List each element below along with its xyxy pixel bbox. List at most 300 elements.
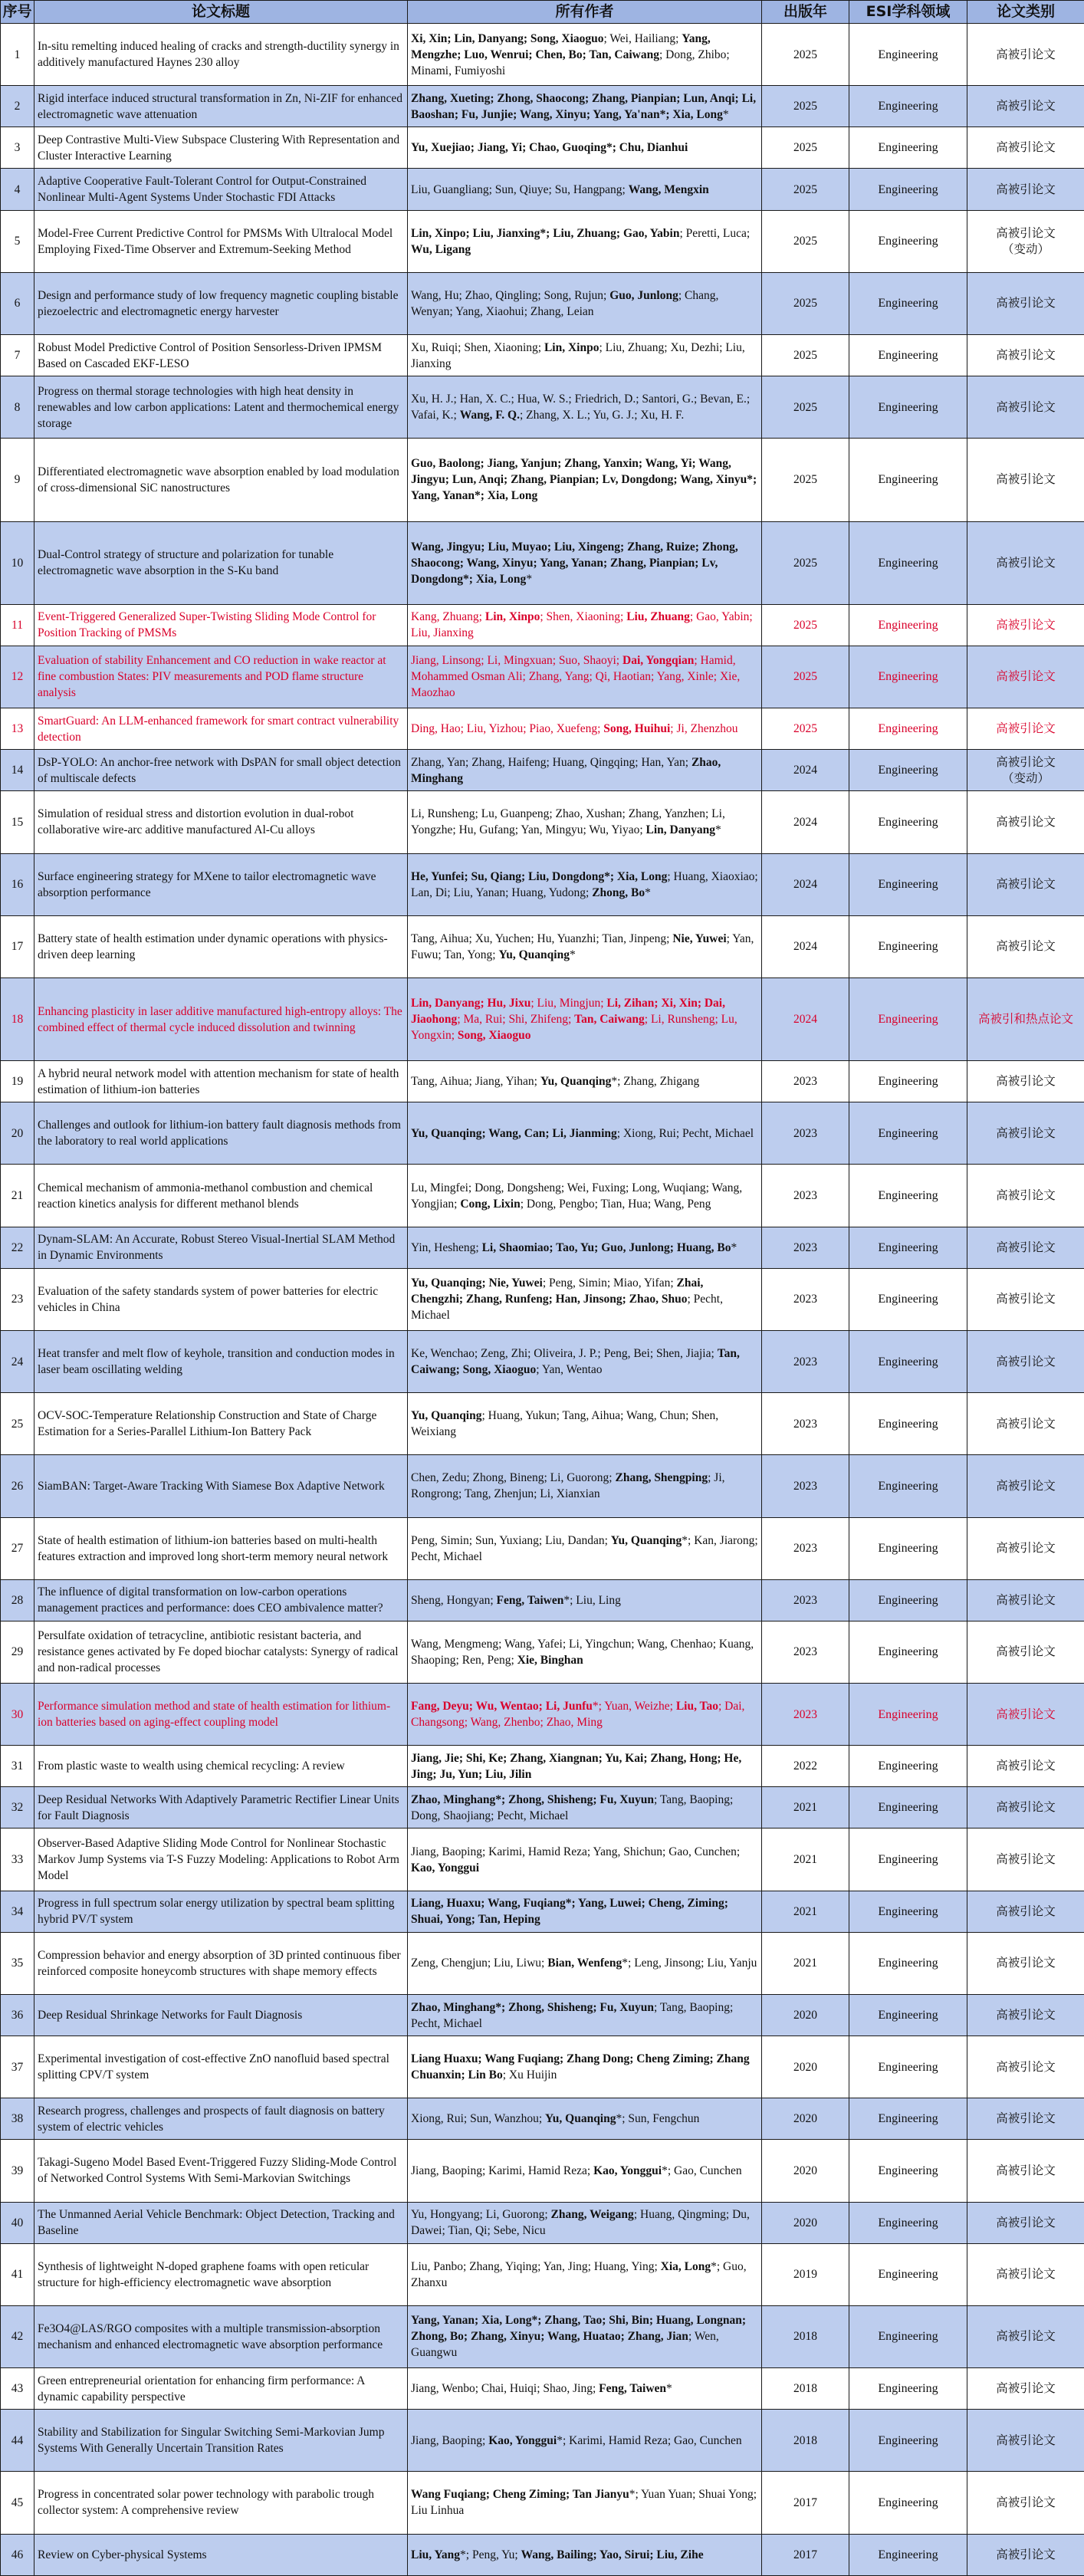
cell-title: Design and performance study of low frequency magnetic coupling bistable piezoelectric and electromagnetic energy harvester xyxy=(34,272,408,334)
cell-category: 高被引论文 xyxy=(967,1268,1084,1330)
cell-year: 2023 xyxy=(762,1393,849,1455)
cell-authors: Tang, Aihua; Xu, Yuchen; Hu, Yuanzhi; Tian, Jinpeng; Nie, Yuwei; Yan, Fuwu; Tan, Yong; Yu, Quanqing* xyxy=(408,915,762,978)
cell-title: In-situ remelting induced healing of cracks and strength-ductility synergy in additively manufactured Haynes 230 alloy xyxy=(34,24,408,86)
cell-title: Performance simulation method and state of health estimation for lithium-ion batteries based on aging-effect coupling model xyxy=(34,1684,408,1746)
table-row xyxy=(1,2243,1084,2305)
cell-title: Chemical mechanism of ammonia-methanol combustion and chemical reaction kinetics analysis for different methanol blends xyxy=(34,1165,408,1227)
cell-no: 4 xyxy=(1,169,34,210)
cell-authors: Xiong, Rui; Sun, Wanzhou; Yu, Quanqing*; Sun, Fengchun xyxy=(408,2098,762,2140)
cell-no: 36 xyxy=(1,1994,34,2036)
cell-no: 30 xyxy=(1,1684,34,1746)
cell-title: SiamBAN: Target-Aware Tracking With Siamese Box Adaptive Network xyxy=(34,1455,408,1517)
cell-authors: Zhao, Minghang*; Zhong, Shisheng; Fu, Xuyun; Tang, Baoping; Pecht, Michael xyxy=(408,1994,762,2036)
cell-year: 2017 xyxy=(762,2472,849,2534)
cell-year: 2024 xyxy=(762,978,849,1060)
cell-authors: Yin, Hesheng; Li, Shaomiao; Tao, Yu; Guo, Junlong; Huang, Bo* xyxy=(408,1227,762,1268)
cell-authors: Peng, Simin; Sun, Yuxiang; Liu, Dandan; Yu, Quanqing*; Kan, Jiarong; Pecht, Michael xyxy=(408,1517,762,1579)
header-title: 论文标题 xyxy=(34,1,408,24)
table-row xyxy=(1,169,1084,210)
cell-year: 2020 xyxy=(762,2098,849,2140)
cell-field: Engineering xyxy=(849,1227,967,1268)
cell-year: 2020 xyxy=(762,2202,849,2243)
cell-title: Synthesis of lightweight N-doped graphene foams with open reticular structure for high-efficiency electromagnetic wave absorption xyxy=(34,2243,408,2305)
cell-title: Challenges and outlook for lithium-ion battery fault diagnosis methods from the laboratory to real world applications xyxy=(34,1102,408,1165)
cell-field: Engineering xyxy=(849,376,967,439)
table-row xyxy=(1,376,1084,439)
cell-year: 2024 xyxy=(762,791,849,853)
cell-no: 42 xyxy=(1,2305,34,2367)
table-row xyxy=(1,1227,1084,1268)
cell-authors: Tang, Aihua; Jiang, Yihan; Yu, Quanqing*; Zhang, Zhigang xyxy=(408,1061,762,1102)
table-row xyxy=(1,791,1084,853)
cell-category: 高被引论文 xyxy=(967,439,1084,521)
cell-category: 高被引论文 xyxy=(967,2243,1084,2305)
cell-no: 21 xyxy=(1,1165,34,1227)
cell-authors: Lu, Mingfei; Dong, Dongsheng; Wei, Fuxing; Long, Wuqiang; Wang, Yongjian; Cong, Lixin; Dong, Pengbo; Tian, Hua; Wang, Peng xyxy=(408,1165,762,1227)
cell-authors: Fang, Deyu; Wu, Wentao; Li, Junfu*; Yuan, Weizhe; Liu, Tao; Dai, Changsong; Wang, Zhenbo; Zhao, Ming xyxy=(408,1684,762,1746)
cell-category: 高被引论文 xyxy=(967,2534,1084,2575)
table-row xyxy=(1,1684,1084,1746)
cell-field: Engineering xyxy=(849,1829,967,1891)
cell-authors: Ding, Hao; Liu, Yizhou; Piao, Xuefeng; Song, Huihui; Ji, Zhenzhou xyxy=(408,708,762,750)
cell-no: 28 xyxy=(1,1579,34,1621)
cell-year: 2021 xyxy=(762,1829,849,1891)
cell-authors: Wang Fuqiang; Cheng Ziming; Tan Jianyu*; Yuan Yuan; Shuai Yong; Liu Linhua xyxy=(408,2472,762,2534)
cell-title: OCV-SOC-Temperature Relationship Construction and State of Charge Estimation for a Series-Parallel Lithium-Ion Battery Pack xyxy=(34,1393,408,1455)
cell-no: 12 xyxy=(1,646,34,708)
table-row xyxy=(1,1393,1084,1455)
table-row xyxy=(1,439,1084,521)
cell-authors: Yu, Quanqing; Nie, Yuwei; Peng, Simin; Miao, Yifan; Zhai, Chengzhi; Zhang, Runfeng; Han, Jinsong; Zhao, Shuo; Pecht, Michael xyxy=(408,1268,762,1330)
cell-authors: Kang, Zhuang; Lin, Xinpo; Shen, Xiaoning; Liu, Zhuang; Gao, Yabin; Liu, Jianxing xyxy=(408,604,762,646)
table-row xyxy=(1,2305,1084,2367)
cell-year: 2021 xyxy=(762,1891,849,1932)
cell-no: 41 xyxy=(1,2243,34,2305)
cell-title: Rigid interface induced structural transformation in Zn, Ni-ZIF for enhanced electromagnetic wave attenuation xyxy=(34,86,408,127)
cell-category: 高被引论文 xyxy=(967,853,1084,915)
cell-authors: Liu, Guangliang; Sun, Qiuye; Su, Hangpang; Wang, Mengxin xyxy=(408,169,762,210)
cell-authors: Zeng, Chengjun; Liu, Liwu; Bian, Wenfeng*; Leng, Jinsong; Liu, Yanju xyxy=(408,1932,762,1994)
table-row xyxy=(1,1787,1084,1829)
cell-no: 22 xyxy=(1,1227,34,1268)
header-no: 序号 xyxy=(1,1,34,24)
cell-category: 高被引论文 xyxy=(967,376,1084,439)
table-row xyxy=(1,272,1084,334)
cell-year: 2023 xyxy=(762,1061,849,1102)
cell-field: Engineering xyxy=(849,1932,967,1994)
cell-field: Engineering xyxy=(849,2305,967,2367)
cell-field: Engineering xyxy=(849,2368,967,2410)
cell-no: 33 xyxy=(1,1829,34,1891)
table-row xyxy=(1,86,1084,127)
table-row xyxy=(1,1621,1084,1683)
cell-authors: Yu, Quanqing; Huang, Yukun; Tang, Aihua; Wang, Chun; Shen, Weixiang xyxy=(408,1393,762,1455)
cell-no: 15 xyxy=(1,791,34,853)
cell-authors: Yu, Hongyang; Li, Guorong; Zhang, Weigang; Huang, Qingming; Du, Dawei; Tian, Qi; Sebe, Nicu xyxy=(408,2202,762,2243)
cell-year: 2018 xyxy=(762,2368,849,2410)
cell-title: Event-Triggered Generalized Super-Twisting Sliding Mode Control for Position Tracking of PMSMs xyxy=(34,604,408,646)
cell-field: Engineering xyxy=(849,2243,967,2305)
cell-no: 45 xyxy=(1,2472,34,2534)
cell-no: 24 xyxy=(1,1330,34,1392)
cell-field: Engineering xyxy=(849,646,967,708)
cell-field: Engineering xyxy=(849,1330,967,1392)
cell-authors: Guo, Baolong; Jiang, Yanjun; Zhang, Yanxin; Wang, Yi; Wang, Jingyu; Lun, Anqi; Zhang, Pianpian; Lv, Dongdong; Wang, Xinyu*; Yang, Yanan*; Xia, Long xyxy=(408,439,762,521)
cell-no: 32 xyxy=(1,1787,34,1829)
cell-no: 27 xyxy=(1,1517,34,1579)
cell-field: Engineering xyxy=(849,1891,967,1932)
cell-no: 10 xyxy=(1,521,34,604)
table-row xyxy=(1,1165,1084,1227)
cell-category: 高被引论文 （变动） xyxy=(967,750,1084,791)
table-row xyxy=(1,1829,1084,1891)
cell-category: 高被引论文 xyxy=(967,86,1084,127)
cell-title: Progress in concentrated solar power technology with parabolic trough collector system: A comprehensive review xyxy=(34,2472,408,2534)
cell-field: Engineering xyxy=(849,1787,967,1829)
header-category: 论文类别 xyxy=(967,1,1084,24)
cell-field: Engineering xyxy=(849,2036,967,2098)
cell-field: Engineering xyxy=(849,604,967,646)
cell-year: 2020 xyxy=(762,2140,849,2202)
table-row xyxy=(1,604,1084,646)
cell-no: 31 xyxy=(1,1746,34,1787)
cell-title: SmartGuard: An LLM-enhanced framework for smart contract vulnerability detection xyxy=(34,708,408,750)
cell-year: 2025 xyxy=(762,210,849,272)
cell-year: 2025 xyxy=(762,646,849,708)
cell-field: Engineering xyxy=(849,750,967,791)
cell-authors: Li, Runsheng; Lu, Guanpeng; Zhao, Xushan; Zhang, Yanzhen; Li, Yongzhe; Hu, Gufang; Yan, Mingyu; Wu, Yiyao; Lin, Danyang* xyxy=(408,791,762,853)
cell-authors: He, Yunfei; Su, Qiang; Liu, Dongdong*; Xia, Long; Huang, Xiaoxiao; Lan, Di; Liu, Yanan; Huang, Yudong; Zhong, Bo* xyxy=(408,853,762,915)
cell-authors: Xu, H. J.; Han, X. C.; Hua, W. S.; Friedrich, D.; Santori, G.; Bevan, E.; Vafai, K.; Wang, F. Q.; Zhang, X. L.; Yu, G. J.; Xu, H. F. xyxy=(408,376,762,439)
cell-authors: Zhao, Minghang*; Zhong, Shisheng; Fu, Xuyun; Tang, Baoping; Dong, Shaojiang; Pecht, Michael xyxy=(408,1787,762,1829)
cell-title: Experimental investigation of cost-effective ZnO nanofluid based spectral splitting CPV/T system xyxy=(34,2036,408,2098)
cell-category: 高被引论文 xyxy=(967,521,1084,604)
cell-no: 25 xyxy=(1,1393,34,1455)
cell-field: Engineering xyxy=(849,708,967,750)
cell-year: 2023 xyxy=(762,1165,849,1227)
cell-field: Engineering xyxy=(849,2140,967,2202)
cell-category: 高被引论文 xyxy=(967,1165,1084,1227)
cell-authors: Wang, Jingyu; Liu, Muyao; Liu, Xingeng; Zhang, Ruize; Zhong, Shaocong; Wang, Xinyu; Yang, Yanan; Zhang, Pianpian; Lv, Dongdong*; Xia, Long* xyxy=(408,521,762,604)
cell-field: Engineering xyxy=(849,1455,967,1517)
cell-category: 高被引论文 xyxy=(967,169,1084,210)
cell-title: Surface engineering strategy for MXene to tailor electromagnetic wave absorption performance xyxy=(34,853,408,915)
cell-field: Engineering xyxy=(849,2202,967,2243)
table-row xyxy=(1,1330,1084,1392)
cell-authors: Jiang, Baoping; Kao, Yonggui*; Karimi, Hamid Reza; Gao, Cunchen xyxy=(408,2410,762,2472)
cell-title: State of health estimation of lithium-ion batteries based on multi-health features extraction and improved long short-term memory neural network xyxy=(34,1517,408,1579)
table-row xyxy=(1,127,1084,169)
cell-year: 2017 xyxy=(762,2534,849,2575)
table-row xyxy=(1,1102,1084,1165)
cell-authors: Sheng, Hongyan; Feng, Taiwen*; Liu, Ling xyxy=(408,1579,762,1621)
cell-field: Engineering xyxy=(849,853,967,915)
cell-year: 2023 xyxy=(762,1579,849,1621)
cell-category: 高被引论文 xyxy=(967,1330,1084,1392)
table-row xyxy=(1,2202,1084,2243)
cell-title: Dynam-SLAM: An Accurate, Robust Stereo Visual-Inertial SLAM Method in Dynamic Environments xyxy=(34,1227,408,1268)
cell-field: Engineering xyxy=(849,978,967,1060)
table-row xyxy=(1,2472,1084,2534)
cell-no: 16 xyxy=(1,853,34,915)
cell-category: 高被引论文 xyxy=(967,646,1084,708)
cell-title: Compression behavior and energy absorption of 3D printed continuous fiber reinforced composite honeycomb structures with shape memory effects xyxy=(34,1932,408,1994)
cell-authors: Chen, Zedu; Zhong, Bineng; Li, Guorong; Zhang, Shengping; Ji, Rongrong; Tang, Zhenjun; Li, Xianxian xyxy=(408,1455,762,1517)
cell-category: 高被引论文 xyxy=(967,1517,1084,1579)
cell-category: 高被引论文 xyxy=(967,791,1084,853)
cell-year: 2021 xyxy=(762,1932,849,1994)
cell-no: 1 xyxy=(1,24,34,86)
cell-year: 2018 xyxy=(762,2305,849,2367)
cell-no: 20 xyxy=(1,1102,34,1165)
cell-authors: Jiang, Baoping; Karimi, Hamid Reza; Yang, Shichun; Gao, Cunchen; Kao, Yonggui xyxy=(408,1829,762,1891)
cell-year: 2023 xyxy=(762,1621,849,1683)
table-row xyxy=(1,750,1084,791)
cell-field: Engineering xyxy=(849,86,967,127)
cell-year: 2023 xyxy=(762,1330,849,1392)
cell-category: 高被引论文 xyxy=(967,2472,1084,2534)
cell-year: 2022 xyxy=(762,1746,849,1787)
table-row xyxy=(1,1746,1084,1787)
cell-year: 2024 xyxy=(762,750,849,791)
cell-title: Review on Cyber-physical Systems xyxy=(34,2534,408,2575)
cell-no: 19 xyxy=(1,1061,34,1102)
cell-year: 2025 xyxy=(762,334,849,376)
table-row xyxy=(1,853,1084,915)
cell-no: 35 xyxy=(1,1932,34,1994)
cell-field: Engineering xyxy=(849,210,967,272)
cell-year: 2023 xyxy=(762,1268,849,1330)
header-authors: 所有作者 xyxy=(408,1,762,24)
cell-field: Engineering xyxy=(849,334,967,376)
table-row xyxy=(1,210,1084,272)
cell-category: 高被引论文 xyxy=(967,24,1084,86)
cell-category: 高被引论文 xyxy=(967,1061,1084,1102)
cell-category: 高被引论文 xyxy=(967,1102,1084,1165)
cell-no: 29 xyxy=(1,1621,34,1683)
cell-authors: Liu, Panbo; Zhang, Yiqing; Yan, Jing; Huang, Ying; Xia, Long*; Guo, Zhanxu xyxy=(408,2243,762,2305)
table-row xyxy=(1,978,1084,1060)
cell-field: Engineering xyxy=(849,1684,967,1746)
cell-title: Evaluation of the safety standards system of power batteries for electric vehicles in China xyxy=(34,1268,408,1330)
table-row xyxy=(1,521,1084,604)
cell-authors: Zhang, Xueting; Zhong, Shaocong; Zhang, Pianpian; Lun, Anqi; Li, Baoshan; Fu, Junjie; Wang, Xinyu; Yang, Ya'nan*; Xia, Long* xyxy=(408,86,762,127)
table-row xyxy=(1,1517,1084,1579)
cell-year: 2025 xyxy=(762,604,849,646)
header-field: ESI学科领域 xyxy=(849,1,967,24)
cell-no: 26 xyxy=(1,1455,34,1517)
cell-category: 高被引论文 xyxy=(967,708,1084,750)
cell-no: 46 xyxy=(1,2534,34,2575)
cell-field: Engineering xyxy=(849,1393,967,1455)
cell-title: Adaptive Cooperative Fault-Tolerant Control for Output-Constrained Nonlinear Multi-Agent Systems Under Stochastic FDI Attacks xyxy=(34,169,408,210)
header-row xyxy=(1,1,1084,24)
cell-authors: Yu, Quanqing; Wang, Can; Li, Jianming; Xiong, Rui; Pecht, Michael xyxy=(408,1102,762,1165)
cell-category: 高被引论文 xyxy=(967,1393,1084,1455)
cell-year: 2025 xyxy=(762,86,849,127)
table-row xyxy=(1,1891,1084,1932)
cell-year: 2024 xyxy=(762,853,849,915)
cell-title: Battery state of health estimation under dynamic operations with physics-driven deep learning xyxy=(34,915,408,978)
cell-no: 11 xyxy=(1,604,34,646)
cell-no: 9 xyxy=(1,439,34,521)
cell-authors: Jiang, Linsong; Li, Mingxuan; Suo, Shaoyi; Dai, Yongqian; Hamid, Mohammed Osman Ali; Zhang, Yang; Qi, Haotian; Yang, Xinle; Xie, Maozhao xyxy=(408,646,762,708)
cell-category: 高被引论文 xyxy=(967,915,1084,978)
cell-field: Engineering xyxy=(849,1746,967,1787)
cell-title: Dual-Control strategy of structure and polarization for tunable electromagnetic wave absorption in the S-Ku band xyxy=(34,521,408,604)
cell-field: Engineering xyxy=(849,2410,967,2472)
cell-year: 2025 xyxy=(762,439,849,521)
cell-authors: Yu, Xuejiao; Jiang, Yi; Chao, Guoqing*; Chu, Dianhui xyxy=(408,127,762,169)
cell-title: The influence of digital transformation on low-carbon operations management practices and performance: does CEO ambivalence matter? xyxy=(34,1579,408,1621)
cell-year: 2023 xyxy=(762,1517,849,1579)
cell-field: Engineering xyxy=(849,127,967,169)
cell-year: 2025 xyxy=(762,708,849,750)
cell-category: 高被引论文 xyxy=(967,1684,1084,1746)
cell-title: Deep Residual Shrinkage Networks for Fault Diagnosis xyxy=(34,1994,408,2036)
cell-field: Engineering xyxy=(849,1061,967,1102)
cell-field: Engineering xyxy=(849,169,967,210)
cell-field: Engineering xyxy=(849,915,967,978)
cell-title: DsP-YOLO: An anchor-free network with DsPAN for small object detection of multiscale defects xyxy=(34,750,408,791)
cell-no: 38 xyxy=(1,2098,34,2140)
cell-no: 2 xyxy=(1,86,34,127)
cell-field: Engineering xyxy=(849,1165,967,1227)
cell-no: 13 xyxy=(1,708,34,750)
cell-field: Engineering xyxy=(849,439,967,521)
cell-category: 高被引论文 xyxy=(967,2305,1084,2367)
cell-field: Engineering xyxy=(849,1268,967,1330)
cell-category: 高被引论文 xyxy=(967,1891,1084,1932)
table-row xyxy=(1,708,1084,750)
table-row xyxy=(1,24,1084,86)
cell-title: Heat transfer and melt flow of keyhole, transition and conduction modes in laser beam oscillating welding xyxy=(34,1330,408,1392)
cell-no: 17 xyxy=(1,915,34,978)
table-row xyxy=(1,2036,1084,2098)
cell-year: 2025 xyxy=(762,376,849,439)
table-row xyxy=(1,1932,1084,1994)
cell-title: Progress in full spectrum solar energy utilization by spectral beam splitting hybrid PV/T system xyxy=(34,1891,408,1932)
cell-field: Engineering xyxy=(849,1102,967,1165)
table-row xyxy=(1,915,1084,978)
cell-authors: Xu, Ruiqi; Shen, Xiaoning; Lin, Xinpo; Liu, Zhuang; Xu, Dezhi; Liu, Jianxing xyxy=(408,334,762,376)
header-year: 出版年 xyxy=(762,1,849,24)
table-body xyxy=(1,24,1084,2576)
cell-field: Engineering xyxy=(849,1579,967,1621)
cell-category: 高被引论文 xyxy=(967,127,1084,169)
table-row xyxy=(1,1455,1084,1517)
cell-authors: Jiang, Baoping; Karimi, Hamid Reza; Kao, Yonggui*; Gao, Cunchen xyxy=(408,2140,762,2202)
cell-category: 高被引和热点论文 xyxy=(967,978,1084,1060)
cell-no: 18 xyxy=(1,978,34,1060)
cell-category: 高被引论文 xyxy=(967,2410,1084,2472)
cell-no: 43 xyxy=(1,2368,34,2410)
cell-title: Research progress, challenges and prospects of fault diagnosis on battery system of electric vehicles xyxy=(34,2098,408,2140)
cell-category: 高被引论文 xyxy=(967,334,1084,376)
cell-no: 3 xyxy=(1,127,34,169)
cell-category: 高被引论文 xyxy=(967,2368,1084,2410)
cell-category: 高被引论文 xyxy=(967,1621,1084,1683)
cell-title: Deep Residual Networks With Adaptively Parametric Rectifier Linear Units for Fault Diagnosis xyxy=(34,1787,408,1829)
cell-no: 7 xyxy=(1,334,34,376)
cell-title: Deep Contrastive Multi-View Subspace Clustering With Representation and Cluster Interactive Learning xyxy=(34,127,408,169)
cell-category: 高被引论文 xyxy=(967,2140,1084,2202)
cell-year: 2023 xyxy=(762,1455,849,1517)
cell-field: Engineering xyxy=(849,2472,967,2534)
cell-title: Observer-Based Adaptive Sliding Mode Control for Nonlinear Stochastic Markov Jump Systems via T-S Fuzzy Modeling: Applications to Robot Arm Model xyxy=(34,1829,408,1891)
cell-title: Persulfate oxidation of tetracycline, antibiotic resistant bacteria, and resistance genes activated by Fe doped biochar catalysts: Synergy of radical and non-radical processes xyxy=(34,1621,408,1683)
cell-category: 高被引论文 xyxy=(967,272,1084,334)
cell-category: 高被引论文 xyxy=(967,1829,1084,1891)
cell-category: 高被引论文 xyxy=(967,1994,1084,2036)
cell-year: 2023 xyxy=(762,1102,849,1165)
cell-year: 2025 xyxy=(762,24,849,86)
cell-field: Engineering xyxy=(849,1621,967,1683)
cell-no: 5 xyxy=(1,210,34,272)
cell-year: 2024 xyxy=(762,915,849,978)
cell-year: 2020 xyxy=(762,1994,849,2036)
cell-year: 2019 xyxy=(762,2243,849,2305)
cell-field: Engineering xyxy=(849,272,967,334)
cell-no: 40 xyxy=(1,2202,34,2243)
cell-year: 2025 xyxy=(762,521,849,604)
cell-category: 高被引论文 xyxy=(967,2202,1084,2243)
cell-year: 2018 xyxy=(762,2410,849,2472)
cell-authors: Lin, Xinpo; Liu, Jianxing*; Liu, Zhuang; Gao, Yabin; Peretti, Luca; Wu, Ligang xyxy=(408,210,762,272)
cell-title: The Unmanned Aerial Vehicle Benchmark: Object Detection, Tracking and Baseline xyxy=(34,2202,408,2243)
cell-title: Stability and Stabilization for Singular Switching Semi-Markovian Jump Systems With Generally Uncertain Transition Rates xyxy=(34,2410,408,2472)
cell-year: 2023 xyxy=(762,1227,849,1268)
cell-title: Robust Model Predictive Control of Position Sensorless-Driven IPMSM Based on Cascaded EKF-LESO xyxy=(34,334,408,376)
cell-title: Simulation of residual stress and distortion evolution in dual-robot collaborative wire-arc additive manufactured Al-Cu alloys xyxy=(34,791,408,853)
table-row xyxy=(1,2098,1084,2140)
cell-title: Enhancing plasticity in laser additive manufactured high-entropy alloys: The combined effect of thermal cycle induced dissolution and twinning xyxy=(34,978,408,1060)
cell-year: 2025 xyxy=(762,272,849,334)
table-row xyxy=(1,2368,1084,2410)
cell-category: 高被引论文 （变动） xyxy=(967,210,1084,272)
cell-authors: Wang, Mengmeng; Wang, Yafei; Li, Yingchun; Wang, Chenhao; Kuang, Shaoping; Ren, Peng; Xie, Binghan xyxy=(408,1621,762,1683)
cell-no: 8 xyxy=(1,376,34,439)
cell-year: 2025 xyxy=(762,169,849,210)
table-row xyxy=(1,2140,1084,2202)
table-row xyxy=(1,1268,1084,1330)
cell-authors: Xi, Xin; Lin, Danyang; Song, Xiaoguo; Wei, Hailiang; Yang, Mengzhe; Luo, Wenrui; Chen, Bo; Tan, Caiwang; Dong, Zhibo; Minami, Fumiyoshi xyxy=(408,24,762,86)
cell-category: 高被引论文 xyxy=(967,604,1084,646)
cell-field: Engineering xyxy=(849,791,967,853)
cell-no: 39 xyxy=(1,2140,34,2202)
cell-field: Engineering xyxy=(849,2534,967,2575)
cell-year: 2025 xyxy=(762,127,849,169)
cell-authors: Liang Huaxu; Wang Fuqiang; Zhang Dong; Cheng Ziming; Zhang Chuanxin; Lin Bo; Xu Huijin xyxy=(408,2036,762,2098)
cell-title: Evaluation of stability Enhancement and CO reduction in wake reactor at fine combustion States: PIV measurements and POD flame structure analysis xyxy=(34,646,408,708)
cell-field: Engineering xyxy=(849,24,967,86)
cell-field: Engineering xyxy=(849,1517,967,1579)
cell-category: 高被引论文 xyxy=(967,2098,1084,2140)
cell-field: Engineering xyxy=(849,2098,967,2140)
cell-title: A hybrid neural network model with attention mechanism for state of health estimation of lithium-ion batteries xyxy=(34,1061,408,1102)
cell-title: Takagi-Sugeno Model Based Event-Triggered Fuzzy Sliding-Mode Control of Networked Control Systems With Semi-Markovian Switchings xyxy=(34,2140,408,2202)
cell-authors: Zhang, Yan; Zhang, Haifeng; Huang, Qingqing; Han, Yan; Zhao, Minghang xyxy=(408,750,762,791)
table-row xyxy=(1,2410,1084,2472)
table-row xyxy=(1,1061,1084,1102)
table-row xyxy=(1,334,1084,376)
cell-title: Model-Free Current Predictive Control for PMSMs With Ultralocal Model Employing Fixed-Time Observer and Extremum-Seeking Method xyxy=(34,210,408,272)
cell-category: 高被引论文 xyxy=(967,1787,1084,1829)
cell-category: 高被引论文 xyxy=(967,1579,1084,1621)
cell-no: 37 xyxy=(1,2036,34,2098)
table-row xyxy=(1,646,1084,708)
cell-year: 2020 xyxy=(762,2036,849,2098)
